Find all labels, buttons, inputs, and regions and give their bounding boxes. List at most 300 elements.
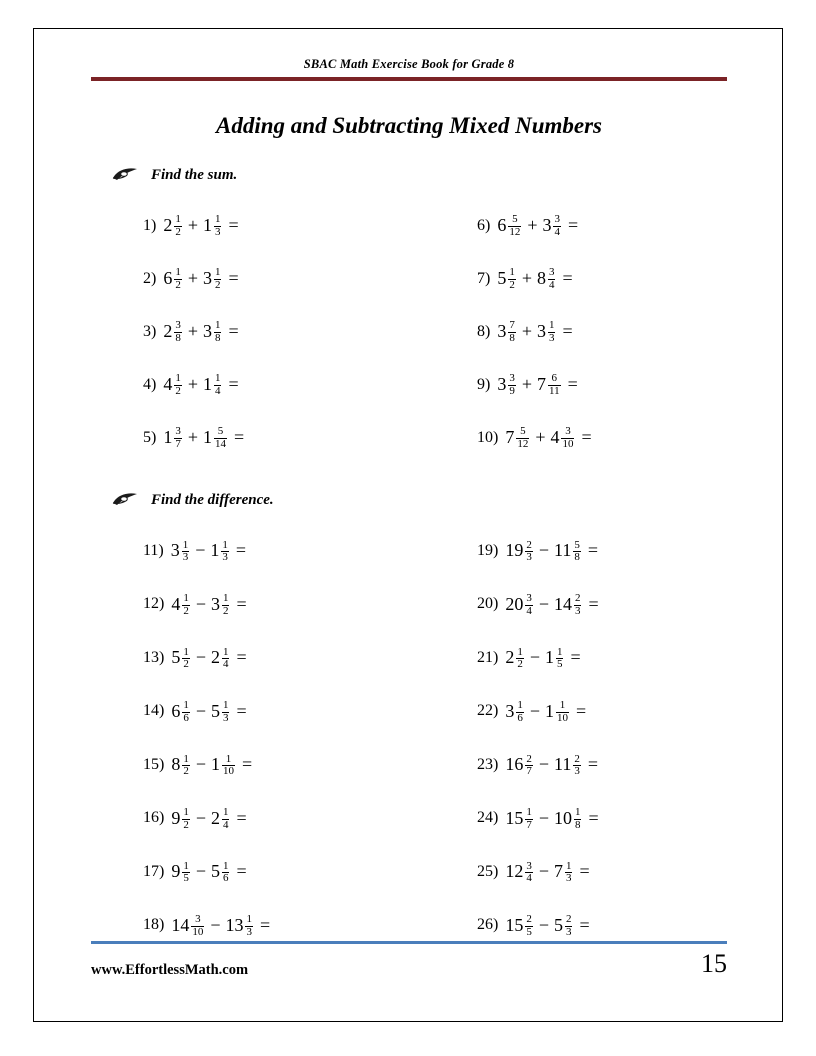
problem-item bbox=[91, 578, 409, 632]
page-content bbox=[91, 49, 727, 999]
problem-number: 21) bbox=[477, 648, 499, 666]
equals-sign: = bbox=[562, 321, 573, 341]
numerator: 3 bbox=[509, 372, 515, 385]
numerator: 3 bbox=[526, 592, 532, 605]
numerator: 1 bbox=[175, 213, 181, 226]
denominator: 2 bbox=[183, 818, 189, 831]
problem-expression bbox=[497, 213, 578, 237]
fraction bbox=[174, 426, 182, 450]
fraction bbox=[565, 861, 573, 885]
problem-expression bbox=[505, 425, 591, 449]
denominator: 12 bbox=[509, 226, 521, 238]
operator: + bbox=[535, 427, 546, 447]
problem-number: 10) bbox=[477, 428, 499, 446]
problem-expression bbox=[505, 753, 598, 777]
whole-number: 3 bbox=[170, 540, 180, 561]
numerator: 1 bbox=[183, 752, 189, 765]
denominator: 10 bbox=[222, 765, 234, 778]
problem-expression bbox=[171, 913, 270, 937]
fraction bbox=[174, 320, 182, 344]
operator: − bbox=[538, 914, 549, 935]
whole-number: 16 bbox=[505, 754, 524, 775]
fraction bbox=[574, 807, 582, 831]
numerator: 1 bbox=[183, 699, 189, 712]
fraction bbox=[525, 807, 533, 831]
denominator: 10 bbox=[192, 925, 204, 938]
numerator: 2 bbox=[574, 592, 581, 605]
whole-number: 1 bbox=[202, 427, 212, 447]
operator: − bbox=[195, 540, 206, 561]
fraction bbox=[182, 593, 190, 617]
problem-expression bbox=[163, 425, 244, 449]
denominator: 12 bbox=[517, 438, 529, 450]
denominator: 8 bbox=[175, 332, 181, 344]
operator: + bbox=[521, 321, 532, 341]
operator: + bbox=[187, 321, 198, 341]
operator: − bbox=[538, 754, 549, 775]
whole-number: 20 bbox=[505, 593, 524, 614]
denominator: 3 bbox=[574, 604, 581, 617]
numerator: 3 bbox=[565, 425, 571, 438]
problem-expression bbox=[505, 539, 598, 563]
problem-number: 7) bbox=[477, 269, 491, 287]
whole-number: 5 bbox=[553, 914, 563, 935]
denominator: 4 bbox=[526, 872, 532, 885]
fraction bbox=[245, 914, 253, 938]
whole-number: 8 bbox=[171, 754, 181, 775]
problem-expression bbox=[171, 539, 246, 563]
fraction bbox=[508, 373, 516, 397]
equals-sign: = bbox=[236, 700, 247, 721]
whole-number: 3 bbox=[202, 321, 212, 341]
fraction bbox=[221, 540, 229, 564]
problem-item bbox=[91, 845, 409, 899]
equals-sign: = bbox=[228, 374, 239, 394]
problem-number: 19) bbox=[477, 541, 499, 559]
problem-expression bbox=[163, 372, 238, 396]
fraction bbox=[174, 373, 182, 397]
pen-icon bbox=[111, 490, 141, 510]
fraction bbox=[222, 593, 230, 617]
whole-number: 3 bbox=[497, 321, 507, 341]
denominator: 7 bbox=[526, 765, 532, 778]
operator: − bbox=[538, 540, 549, 561]
whole-number: 15 bbox=[505, 914, 524, 935]
footer-divider bbox=[91, 941, 727, 944]
denominator: 2 bbox=[214, 279, 221, 291]
whole-number: 3 bbox=[505, 700, 515, 721]
problem-number: 2) bbox=[143, 269, 157, 287]
fraction bbox=[191, 914, 204, 938]
denominator: 2 bbox=[175, 279, 181, 291]
fraction bbox=[556, 700, 569, 724]
whole-number: 14 bbox=[171, 914, 190, 935]
numerator: 2 bbox=[574, 752, 580, 765]
fraction bbox=[525, 861, 533, 885]
equals-sign: = bbox=[235, 540, 247, 561]
numerator: 1 bbox=[225, 752, 232, 765]
problem-item bbox=[91, 252, 409, 305]
problem-number: 24) bbox=[477, 809, 499, 827]
problem-expression bbox=[163, 213, 238, 237]
fraction bbox=[565, 914, 573, 938]
denominator: 2 bbox=[183, 765, 189, 778]
whole-number: 1 bbox=[544, 700, 554, 721]
problem-column-right bbox=[409, 199, 727, 464]
whole-number: 1 bbox=[202, 374, 212, 394]
whole-number: 6 bbox=[497, 215, 507, 235]
fraction bbox=[525, 914, 533, 938]
numerator: 1 bbox=[526, 806, 532, 819]
problem-expression bbox=[171, 806, 246, 830]
problem-number: 9) bbox=[477, 375, 491, 393]
denominator: 3 bbox=[246, 925, 252, 938]
numerator: 1 bbox=[214, 372, 221, 385]
problem-item bbox=[91, 685, 409, 739]
fraction bbox=[182, 754, 190, 778]
whole-number: 5 bbox=[210, 861, 220, 882]
fraction bbox=[222, 861, 230, 885]
whole-number: 1 bbox=[202, 215, 212, 235]
operator: − bbox=[195, 754, 206, 775]
denominator: 4 bbox=[222, 818, 229, 831]
problem-grid bbox=[91, 199, 727, 464]
numerator: 1 bbox=[222, 538, 228, 551]
numerator: 1 bbox=[222, 859, 229, 872]
equals-sign: = bbox=[581, 427, 592, 447]
denominator: 10 bbox=[556, 711, 568, 724]
denominator: 8 bbox=[509, 332, 515, 344]
equals-sign: = bbox=[228, 268, 239, 288]
denominator: 3 bbox=[565, 872, 572, 885]
denominator: 6 bbox=[222, 872, 229, 885]
worksheet-page bbox=[33, 28, 783, 1022]
denominator: 4 bbox=[214, 385, 221, 397]
fraction bbox=[214, 426, 227, 450]
whole-number: 11 bbox=[553, 754, 572, 775]
whole-number: 8 bbox=[536, 268, 546, 288]
numerator: 1 bbox=[565, 859, 572, 872]
numerator: 2 bbox=[526, 913, 532, 926]
whole-number: 1 bbox=[163, 427, 173, 447]
fraction bbox=[548, 267, 556, 291]
denominator: 5 bbox=[183, 872, 189, 885]
whole-number: 1 bbox=[210, 540, 220, 561]
fraction bbox=[516, 426, 529, 450]
numerator: 1 bbox=[183, 592, 189, 605]
whole-number: 6 bbox=[171, 700, 181, 721]
fraction bbox=[548, 320, 556, 344]
equals-sign: = bbox=[236, 861, 247, 882]
header-divider bbox=[91, 77, 727, 81]
numerator: 1 bbox=[175, 372, 181, 385]
problem-number: 6) bbox=[477, 216, 491, 234]
equals-sign: = bbox=[588, 593, 599, 614]
denominator: 9 bbox=[509, 385, 515, 397]
fraction bbox=[553, 214, 561, 238]
problem-item bbox=[91, 631, 409, 685]
numerator: 1 bbox=[214, 266, 221, 279]
numerator: 1 bbox=[222, 699, 229, 712]
numerator: 2 bbox=[526, 538, 532, 551]
fraction bbox=[573, 540, 581, 564]
whole-number: 5 bbox=[210, 700, 220, 721]
whole-number: 3 bbox=[497, 374, 507, 394]
whole-number: 13 bbox=[225, 914, 244, 935]
problem-item bbox=[409, 358, 727, 411]
problem-expression bbox=[505, 699, 586, 723]
problem-item bbox=[409, 305, 727, 358]
section-label: Find the difference. bbox=[151, 491, 274, 508]
problem-expression bbox=[505, 860, 589, 884]
fraction bbox=[214, 320, 222, 344]
problem-number: 11) bbox=[143, 541, 164, 559]
fraction bbox=[214, 373, 222, 397]
problem-number: 25) bbox=[477, 862, 499, 880]
whole-number: 4 bbox=[171, 593, 181, 614]
problem-column-right bbox=[409, 524, 727, 952]
fraction bbox=[222, 647, 230, 671]
denominator: 3 bbox=[565, 925, 572, 938]
problem-expression bbox=[171, 753, 252, 777]
section-find-the-sum bbox=[91, 165, 727, 464]
whole-number: 2 bbox=[163, 321, 173, 341]
fraction bbox=[516, 700, 524, 724]
denominator: 5 bbox=[526, 925, 532, 938]
fraction bbox=[182, 647, 190, 671]
numerator: 1 bbox=[517, 645, 523, 658]
equals-sign: = bbox=[259, 914, 271, 935]
fraction bbox=[182, 540, 190, 564]
denominator: 6 bbox=[183, 711, 189, 724]
equals-sign: = bbox=[570, 647, 581, 668]
problem-number: 1) bbox=[143, 216, 157, 234]
whole-number: 12 bbox=[505, 861, 524, 882]
problem-expression bbox=[171, 860, 246, 884]
problem-number: 14) bbox=[143, 702, 165, 720]
problem-item bbox=[409, 578, 727, 632]
fraction bbox=[525, 754, 533, 778]
numerator: 1 bbox=[182, 538, 189, 551]
denominator: 6 bbox=[517, 711, 523, 724]
denominator: 10 bbox=[562, 438, 574, 450]
problem-expression bbox=[497, 372, 577, 396]
problem-number: 13) bbox=[143, 648, 165, 666]
whole-number: 2 bbox=[210, 807, 220, 828]
numerator: 1 bbox=[556, 645, 563, 658]
whole-number: 9 bbox=[171, 807, 181, 828]
operator: − bbox=[538, 807, 549, 828]
numerator: 3 bbox=[175, 319, 181, 332]
denominator: 4 bbox=[548, 279, 555, 291]
operator: − bbox=[538, 593, 549, 614]
operator: + bbox=[527, 215, 538, 235]
whole-number: 3 bbox=[536, 321, 546, 341]
numerator: 1 bbox=[183, 645, 189, 658]
problem-number: 16) bbox=[143, 809, 165, 827]
fraction bbox=[561, 426, 574, 450]
denominator: 2 bbox=[175, 385, 181, 397]
operator: + bbox=[521, 268, 532, 288]
whole-number: 1 bbox=[544, 647, 554, 668]
equals-sign: = bbox=[588, 807, 599, 828]
denominator: 4 bbox=[222, 658, 229, 671]
whole-number: 1 bbox=[210, 754, 220, 775]
fraction bbox=[574, 593, 582, 617]
operator: − bbox=[195, 593, 206, 614]
whole-number: 2 bbox=[210, 647, 220, 668]
denominator: 2 bbox=[509, 279, 515, 291]
fraction bbox=[222, 754, 235, 778]
operator: + bbox=[187, 268, 198, 288]
section-find-the-difference bbox=[91, 490, 727, 952]
operator: − bbox=[195, 647, 206, 668]
denominator: 3 bbox=[222, 551, 228, 564]
numerator: 2 bbox=[526, 752, 532, 765]
denominator: 8 bbox=[574, 818, 581, 831]
numerator: 3 bbox=[548, 266, 555, 279]
whole-number: 10 bbox=[553, 807, 572, 828]
equals-sign: = bbox=[587, 540, 598, 561]
operator: − bbox=[529, 700, 540, 721]
numerator: 1 bbox=[517, 699, 523, 712]
numerator: 1 bbox=[509, 266, 515, 279]
denominator: 3 bbox=[574, 765, 580, 778]
problem-number: 15) bbox=[143, 755, 165, 773]
whole-number: 2 bbox=[505, 647, 515, 668]
section-heading bbox=[91, 165, 727, 185]
problem-expression bbox=[505, 913, 589, 937]
equals-sign: = bbox=[236, 647, 247, 668]
fraction bbox=[182, 700, 190, 724]
numerator: 1 bbox=[246, 913, 252, 926]
denominator: 2 bbox=[175, 226, 181, 238]
numerator: 3 bbox=[195, 913, 201, 926]
fraction bbox=[182, 861, 190, 885]
problem-item bbox=[409, 524, 727, 578]
denominator: 3 bbox=[526, 551, 532, 564]
equals-sign: = bbox=[567, 374, 578, 394]
operator: + bbox=[187, 427, 198, 447]
numerator: 1 bbox=[183, 859, 189, 872]
problem-item bbox=[91, 524, 409, 578]
problem-expression bbox=[171, 646, 246, 670]
numerator: 1 bbox=[214, 213, 221, 226]
operator: − bbox=[195, 700, 206, 721]
fraction bbox=[214, 267, 222, 291]
problem-number: 23) bbox=[477, 755, 499, 773]
equals-sign: = bbox=[575, 700, 587, 721]
problem-column-left bbox=[91, 199, 409, 464]
problem-expression bbox=[171, 592, 246, 616]
problem-expression bbox=[505, 806, 598, 830]
problem-number: 4) bbox=[143, 375, 157, 393]
problem-item bbox=[409, 631, 727, 685]
problem-item bbox=[91, 411, 409, 464]
equals-sign: = bbox=[236, 807, 247, 828]
section-label: Find the sum. bbox=[151, 166, 238, 183]
equals-sign: = bbox=[567, 215, 579, 235]
problem-item bbox=[91, 738, 409, 792]
equals-sign: = bbox=[579, 914, 590, 935]
numerator: 3 bbox=[554, 213, 560, 226]
book-header-title: SBAC Math Exercise Book for Grade 8 bbox=[303, 57, 515, 71]
whole-number: 7 bbox=[536, 374, 546, 394]
denominator: 8 bbox=[214, 332, 221, 344]
problem-item bbox=[91, 792, 409, 846]
problem-number: 26) bbox=[477, 916, 499, 934]
problem-item bbox=[91, 199, 409, 252]
problem-item bbox=[409, 199, 727, 252]
numerator: 1 bbox=[222, 806, 229, 819]
problem-item bbox=[409, 738, 727, 792]
problem-item bbox=[409, 845, 727, 899]
page-title: Adding and Subtracting Mixed Numbers bbox=[216, 113, 602, 138]
equals-sign: = bbox=[579, 861, 590, 882]
whole-number: 15 bbox=[505, 807, 524, 828]
numerator: 5 bbox=[217, 425, 224, 438]
website-link[interactable]: www.EffortlessMath.com bbox=[91, 962, 249, 978]
numerator: 5 bbox=[574, 538, 580, 551]
denominator: 3 bbox=[182, 551, 189, 564]
numerator: 1 bbox=[175, 266, 181, 279]
fraction bbox=[222, 807, 230, 831]
equals-sign: = bbox=[236, 593, 247, 614]
problem-item bbox=[409, 252, 727, 305]
problem-grid bbox=[91, 524, 727, 952]
problem-expression bbox=[505, 592, 598, 616]
operator: − bbox=[195, 807, 206, 828]
problem-expression bbox=[497, 266, 572, 290]
numerator: 5 bbox=[520, 425, 526, 438]
problem-expression bbox=[163, 266, 238, 290]
whole-number: 9 bbox=[171, 861, 181, 882]
problem-item bbox=[91, 305, 409, 358]
denominator: 2 bbox=[183, 658, 189, 671]
problem-number: 5) bbox=[143, 428, 157, 446]
operator: + bbox=[187, 215, 198, 235]
whole-number: 19 bbox=[505, 540, 524, 561]
whole-number: 11 bbox=[553, 540, 572, 561]
denominator: 3 bbox=[214, 226, 221, 238]
pen-icon bbox=[111, 165, 141, 185]
whole-number: 3 bbox=[542, 215, 552, 235]
problem-item bbox=[409, 792, 727, 846]
denominator: 2 bbox=[222, 604, 229, 617]
page-footer bbox=[91, 949, 727, 979]
problem-number: 17) bbox=[143, 862, 165, 880]
fraction bbox=[573, 754, 581, 778]
fraction bbox=[182, 807, 190, 831]
numerator: 2 bbox=[565, 913, 572, 926]
numerator: 7 bbox=[509, 319, 515, 332]
operator: − bbox=[538, 861, 549, 882]
numerator: 3 bbox=[526, 859, 532, 872]
numerator: 1 bbox=[222, 592, 229, 605]
whole-number: 14 bbox=[553, 593, 572, 614]
fraction bbox=[222, 700, 230, 724]
numerator: 3 bbox=[175, 425, 181, 438]
fraction bbox=[214, 214, 222, 238]
operator: + bbox=[187, 374, 198, 394]
equals-sign: = bbox=[228, 215, 239, 235]
problem-number: 3) bbox=[143, 322, 157, 340]
numerator: 1 bbox=[183, 806, 189, 819]
fraction bbox=[508, 214, 521, 238]
equals-sign: = bbox=[562, 268, 573, 288]
problem-expression bbox=[505, 646, 580, 670]
problem-number: 12) bbox=[143, 595, 165, 613]
